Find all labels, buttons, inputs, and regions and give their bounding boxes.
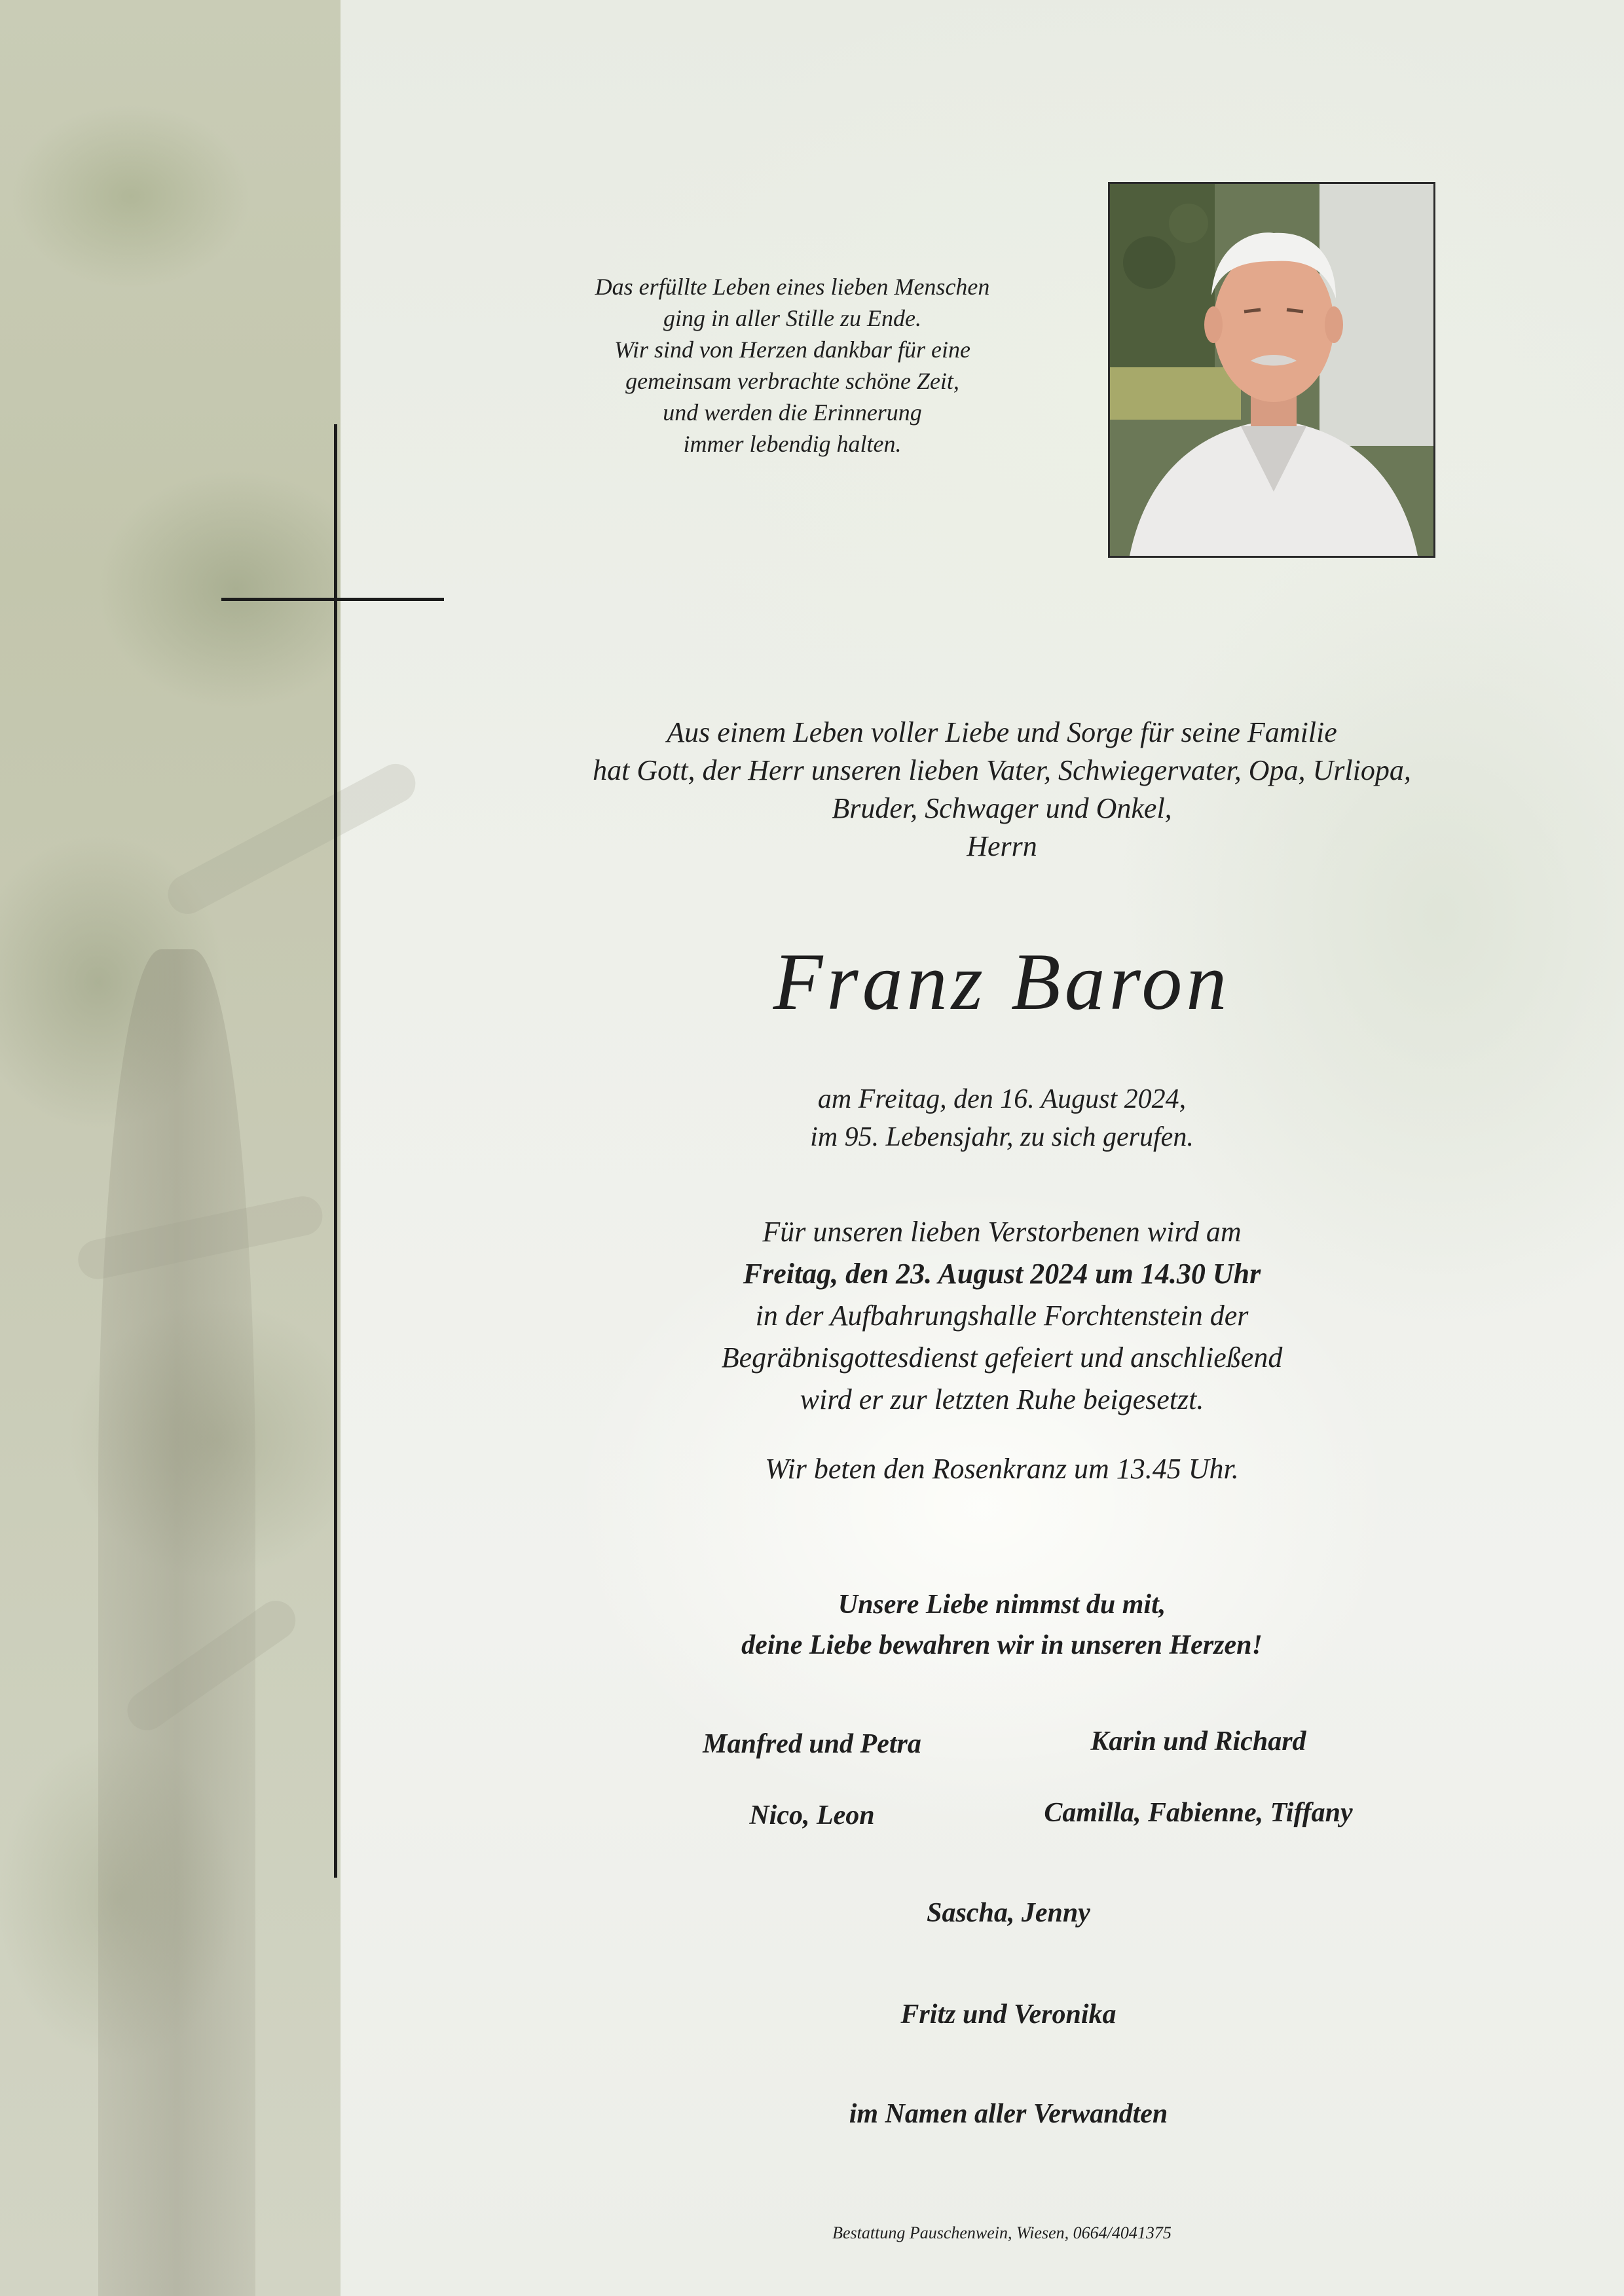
deceased-name: Franz Baron <box>773 937 1231 1027</box>
poem-line: und werden die Erinnerung <box>663 399 922 426</box>
poem-text <box>511 271 1074 460</box>
poem-line: Wir sind von Herzen dankbar für eine <box>614 337 970 363</box>
intro-text <box>498 714 1506 866</box>
intro-line: Herrn <box>967 830 1037 862</box>
funeral-service-text <box>498 1211 1506 1421</box>
tree-trunk-shape <box>98 949 255 2296</box>
intro-line: hat Gott, der Herr unseren lieben Vater, Schwiegervater, Opa, Urliopa, <box>593 754 1411 786</box>
intro-line: Aus einem Leben voller Liebe und Sorge für seine Familie <box>667 716 1337 748</box>
poem-line: immer lebendig halten. <box>683 431 902 457</box>
funeral-home-footer: Bestattung Pauschenwein, Wiesen, 0664/4041375 <box>832 2223 1172 2242</box>
intro-line: Bruder, Schwager und Onkel, <box>832 792 1172 824</box>
poem-line: Das erfüllte Leben eines lieben Menschen <box>595 274 990 300</box>
family-left-1: Manfred und Petra <box>703 1729 921 1759</box>
quote-line: deine Liebe bewahren wir in unseren Herzen! <box>741 1630 1263 1660</box>
tree-branch-shape <box>161 757 422 920</box>
family-right-2: Camilla, Fabienne, Tiffany <box>1044 1798 1353 1828</box>
quote-line: Unsere Liebe nimmst du mit, <box>838 1590 1166 1620</box>
family-center-3: im Namen aller Verwandten <box>849 2099 1168 2129</box>
death-line: im 95. Lebensjahr, zu sich gerufen. <box>810 1122 1194 1152</box>
death-line: am Freitag, den 16. August 2024, <box>817 1084 1187 1114</box>
service-date-time: Freitag, den 23. August 2024 um 14.30 Uhr <box>743 1258 1261 1290</box>
farewell-quote <box>498 1584 1506 1666</box>
poem-line: ging in aller Stille zu Ende. <box>663 305 921 331</box>
service-line: Begräbnisgottesdienst gefeiert und anschließend <box>721 1341 1283 1374</box>
cross-vertical-bar <box>334 424 337 1878</box>
service-line: Für unseren lieben Verstorbenen wird am <box>762 1216 1242 1248</box>
foliage-side-panel <box>0 0 341 2296</box>
poem-line: gemeinsam verbrachte schöne Zeit, <box>625 368 959 394</box>
service-line: in der Aufbahrungshalle Forchtenstein der <box>755 1300 1249 1332</box>
portrait-photo <box>1108 182 1435 558</box>
family-right-1: Karin und Richard <box>1090 1726 1306 1757</box>
cross-horizontal-bar <box>221 598 444 601</box>
service-line: wird er zur letzten Ruhe beigesetzt. <box>800 1383 1204 1415</box>
family-center-2: Fritz und Veronika <box>900 1999 1116 2030</box>
family-center-1: Sascha, Jenny <box>927 1898 1090 1928</box>
family-left-2: Nico, Leon <box>749 1800 875 1831</box>
rosary-text: Wir beten den Rosenkranz um 13.45 Uhr. <box>765 1453 1239 1485</box>
death-date-text <box>498 1080 1506 1156</box>
